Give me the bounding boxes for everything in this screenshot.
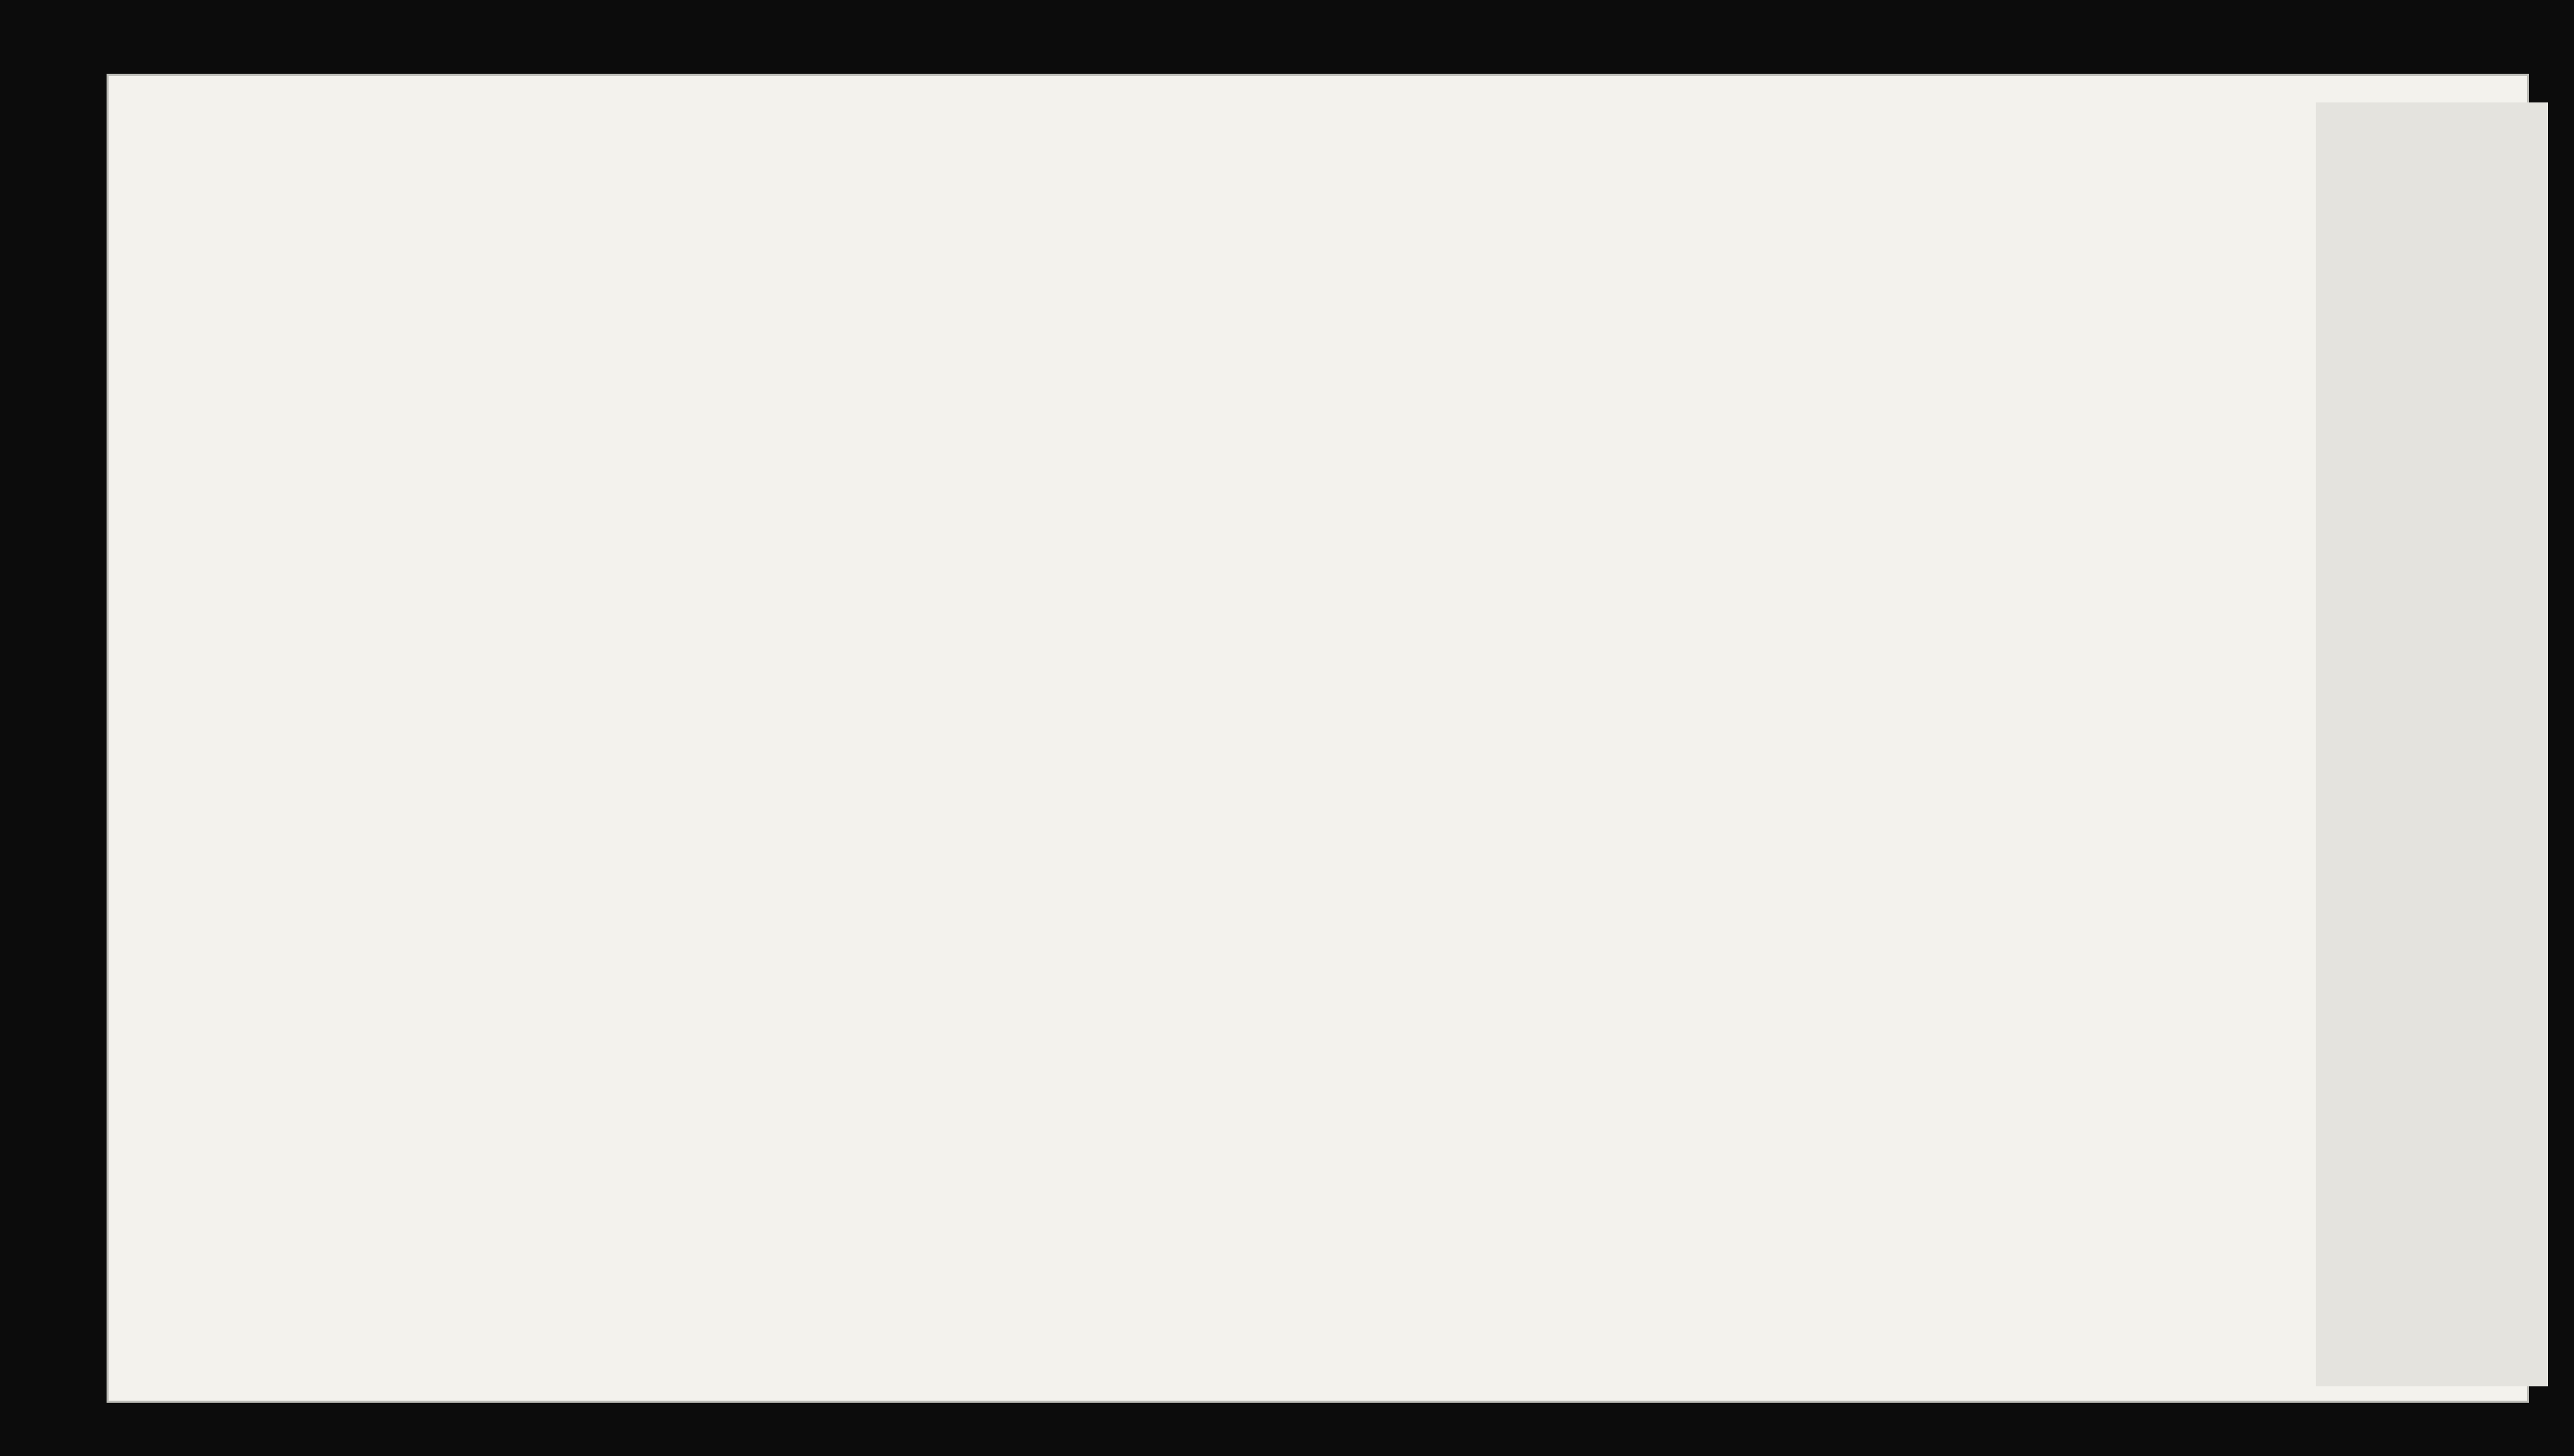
sheet-back-edge [2316,102,2548,1386]
document-sheet [107,74,2529,1403]
